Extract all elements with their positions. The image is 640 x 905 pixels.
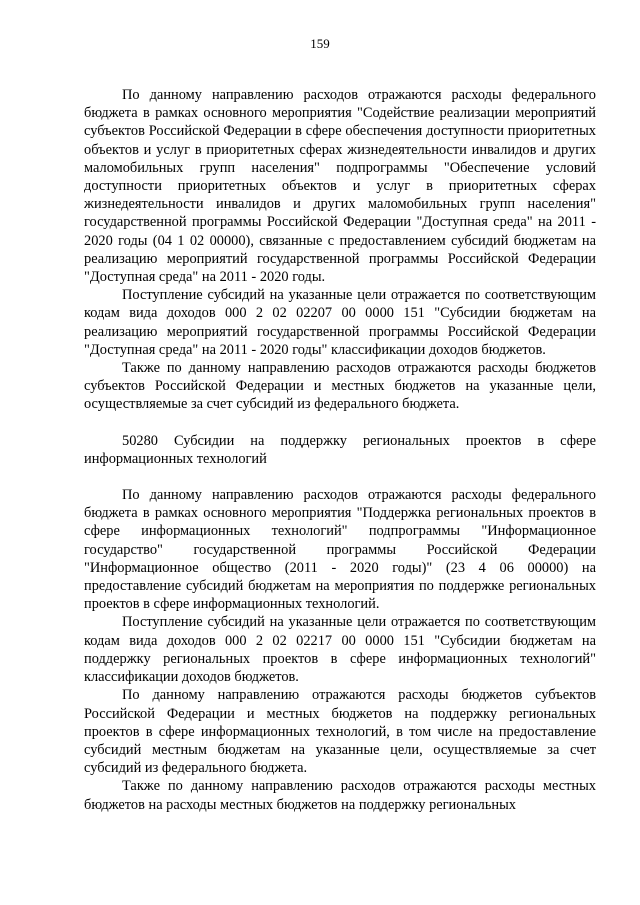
paragraph-4: По данному направлению расходов отражаются расходы федерального бюджета в рамках основного мероприятия "Поддержка региональных проектов в сфере информационных технологий" подпрограммы "Информационное государство" государственной программы Российской Федерации "Информационное общество (2011 - 2020 годы)" (23 4 06 00000) на предоставление субсидий бюджетам на мероприятия по поддержке региональных проектов в сфере информационных технологий. (84, 487, 596, 613)
section-heading: 50280 Субсидии на поддержку региональных проектов в сфере информационных технологий (84, 432, 596, 467)
paragraph-6: По данному направлению отражаются расходы бюджетов субъектов Российской Федерации и местных бюджетов на поддержку региональных проектов в сфере информационных технологий, в том числе на предоставление субсидий местным бюджетам на указанные цели, осуществляемые за счет субсидий из федерального бюджета. (84, 687, 596, 777)
paragraph-3: Также по данному направлению расходов отражаются расходы бюджетов субъектов Российской Федерации и местных бюджетов на указанные цели, осуществляемые за счет субсидий из федерального бюджета. (84, 360, 596, 413)
section-spacer (84, 414, 596, 432)
paragraph-2: Поступление субсидий на указанные цели отражается по соответствующим кодам вида доходов 000 2 02 02207 00 0000 151 "Субсидии бюджетам на реализацию мероприятий государственной программы Российской Федерации "Доступная среда" на 2011 - 2020 годы" классификации доходов бюджетов. (84, 287, 596, 358)
page-number: 159 (310, 36, 330, 51)
paragraph-1: По данному направлению расходов отражаются расходы федерального бюджета в рамках основного мероприятия "Содействие реализации мероприятий субъектов Российской Федерации в сфере обеспечения доступности приоритетных объектов и услуг в приоритетных сферах жизнедеятельности инвалидов и других маломобильных групп населения" подпрограммы "Обеспечение условий доступности приоритетных объектов и услуг в приоритетных сферах жизнедеятельности инвалидов и других маломобильных групп населения" государственной программы Российской Федерации "Доступная среда" на 2011 - 2020 годы (04 1 02 00000), связанные с предоставлением субсидий бюджетам на реализацию мероприятий государственной программы Российской Федерации "Доступная среда" на 2011 - 2020 годы. (84, 87, 596, 286)
document-body (84, 86, 596, 814)
section-spacer (84, 468, 596, 486)
paragraph-5: Поступление субсидий на указанные цели отражается по соответствующим кодам вида доходов 000 2 02 02217 00 0000 151 "Субсидии бюджетам на поддержку региональных проектов в сфере информационных технологий" классификации доходов бюджетов. (84, 614, 596, 686)
paragraph-7: Также по данному направлению расходов отражаются расходы местных бюджетов на расходы местных бюджетов на поддержку региональных (84, 778, 596, 813)
